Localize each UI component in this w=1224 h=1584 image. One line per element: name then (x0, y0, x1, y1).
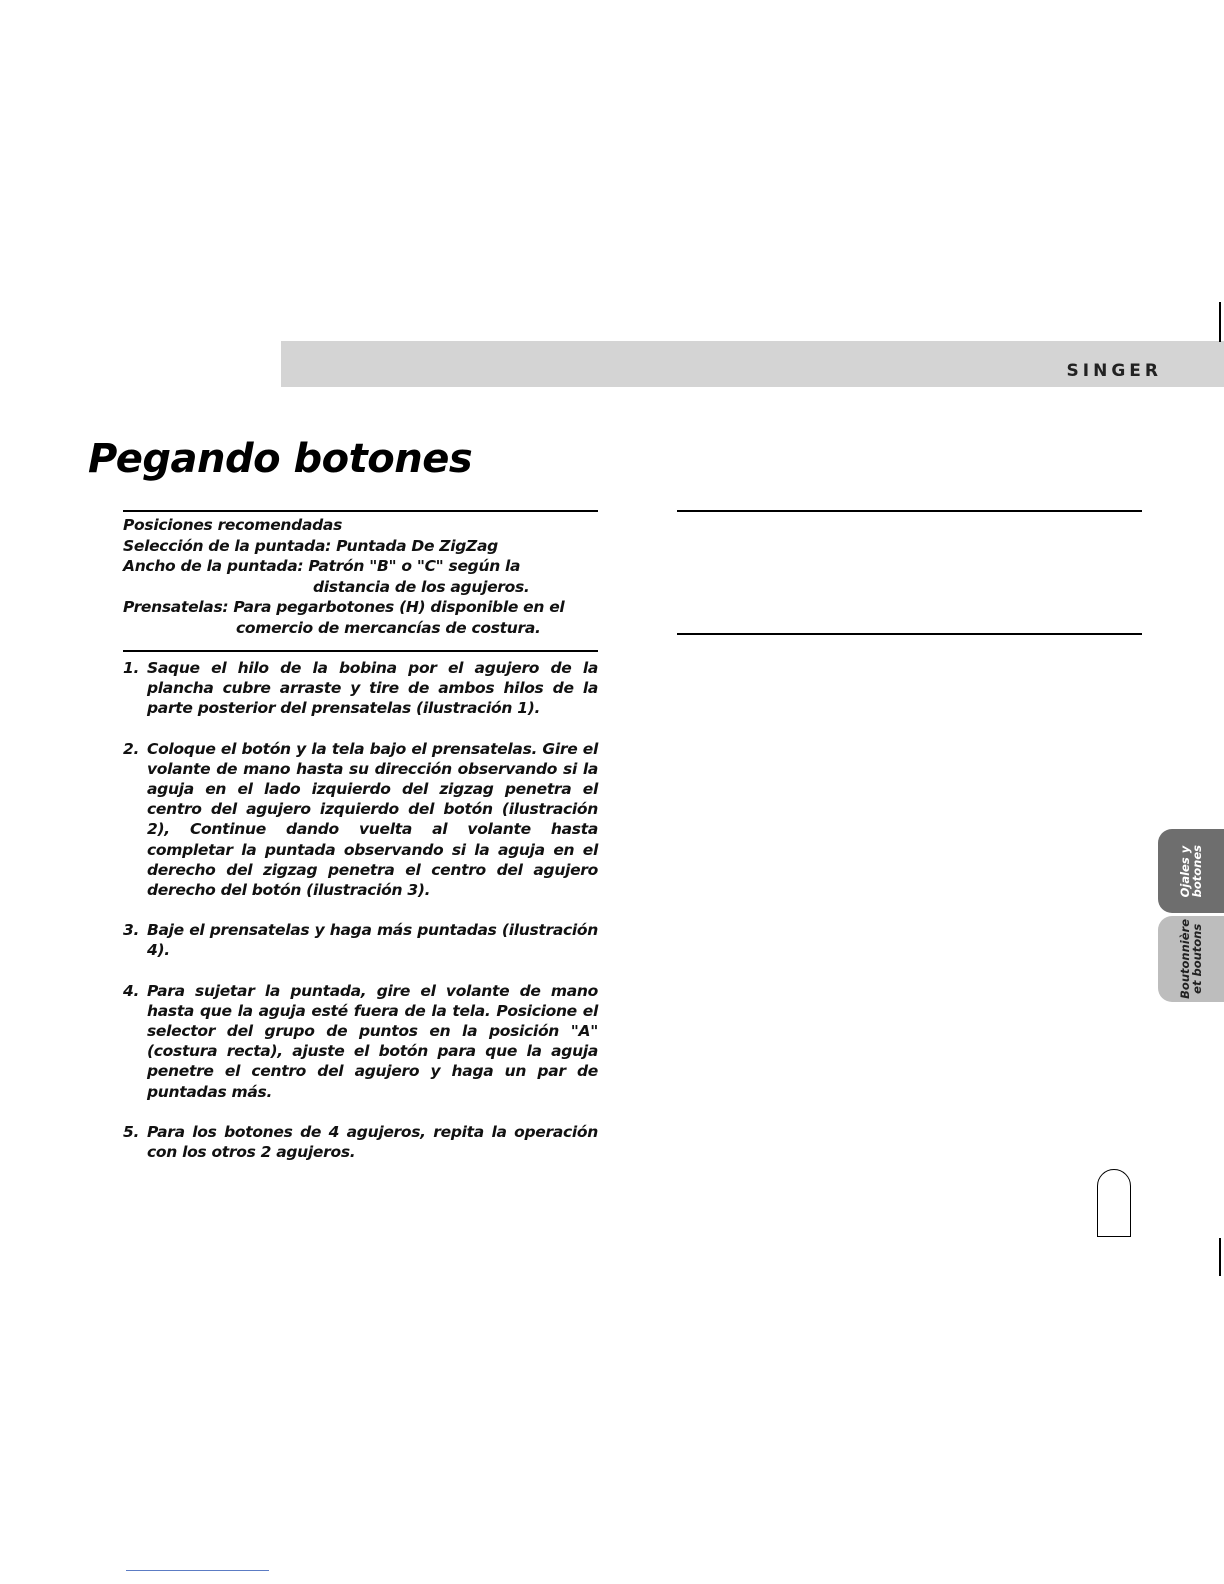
recommended-settings (123, 515, 598, 638)
settings-line: Ancho de la puntada: Patrón "B" o "C" según la (123, 557, 521, 575)
section-tab-boutonniere[interactable] (1158, 916, 1224, 1002)
step-text: Baje el prensatelas y haga más puntadas (ilustración 4). (147, 921, 598, 960)
settings-line: Prensatelas: Para pegarbotones (H) disponible en el (123, 598, 565, 616)
step-item (123, 920, 598, 960)
crop-mark-top (1219, 302, 1221, 342)
right-column-top-rule (677, 510, 1142, 512)
settings-line: distancia de los agujeros. (313, 577, 530, 596)
step-text: Saque el hilo de la bobina por el agujero de la plancha cubre arraste y tire de ambos hilos de la parte posterior del prensatelas (ilustración 1). (147, 659, 598, 718)
settings-line: Selección de la puntada: Puntada De ZigZag (123, 536, 498, 555)
settings-bottom-rule (123, 650, 598, 652)
header-band (281, 341, 1224, 387)
step-number: 1. (123, 659, 140, 677)
page-title: Pegando botones (88, 436, 473, 482)
step-item (123, 739, 598, 901)
section-tab-ojales[interactable] (1158, 829, 1224, 913)
settings-top-rule (123, 510, 598, 512)
step-number: 2. (123, 739, 140, 758)
footer-link-underline (126, 1570, 269, 1571)
step-text: Coloque el botón y la tela bajo el prensatelas. Gire el volante de mano hasta su dirección observando si la aguja en el lado izquierdo del zigzag penetra el centro del agujero izquierdo del botón (ilustración 2), Continue dando vuelta al volante hasta completar la puntada observando si la aguja en el derecho del zigzag penetra el centro del agujero derecho del botón (ilustración 3). (147, 739, 598, 900)
step-text: Para sujetar la puntada, gire el volante de mano hasta que la aguja esté fuera de la tela. Posicione el selector del grupo de puntos en la posición "A" (costura recta), ajuste el botón para que la aguja penetre el centro del agujero y haga un par de puntadas más. (147, 981, 598, 1101)
step-item (123, 1122, 598, 1162)
section-tab-label: Ojales y botones (1178, 844, 1204, 898)
right-column-bottom-rule (677, 633, 1142, 635)
step-number: 3. (123, 921, 140, 940)
step-text: Para los botones de 4 agujeros, repita la operación con los otros 2 agujeros. (147, 1122, 598, 1162)
settings-line: comercio de mercancías de costura. (236, 618, 541, 637)
brand-logo: SINGER (1066, 361, 1162, 381)
page-number-marker (1097, 1169, 1131, 1237)
instruction-steps (123, 658, 598, 1162)
crop-mark-bottom (1219, 1238, 1221, 1276)
step-item (123, 658, 598, 719)
settings-line: Posiciones recomendadas (123, 516, 342, 534)
section-tab-label: Boutonnière et boutons (1178, 919, 1204, 999)
step-number: 5. (123, 1122, 140, 1141)
step-number: 4. (123, 981, 140, 1000)
step-item (123, 981, 598, 1102)
